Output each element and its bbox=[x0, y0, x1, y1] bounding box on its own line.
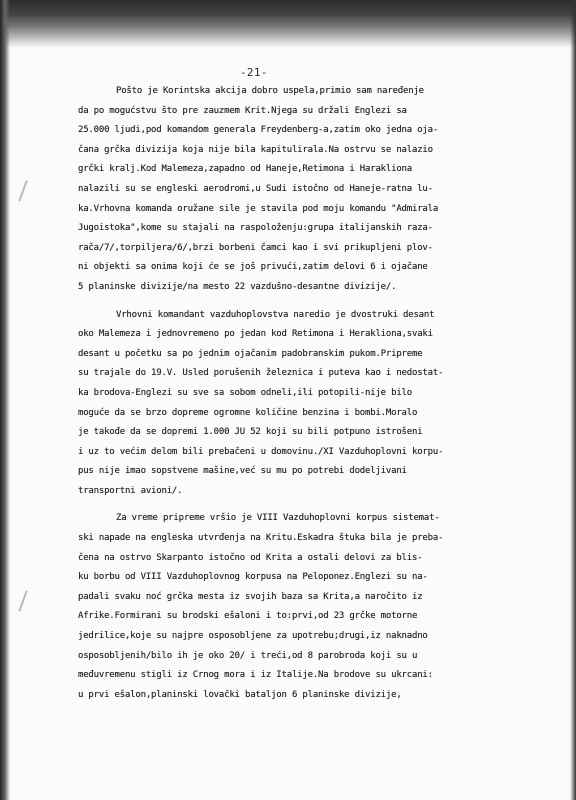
scan-shadow-right bbox=[570, 0, 576, 800]
page-number: -21- bbox=[240, 66, 268, 79]
text-line: su trajale do 19.V. Usled porušenih železnica i puteva kao i nedostat- bbox=[78, 368, 444, 379]
scan-shadow-left bbox=[0, 0, 10, 800]
text-line: moguće da se brzo dopreme ogromne količine benzina i bombi.Moralo bbox=[78, 407, 418, 418]
text-line: nalazili su se engleski aerodromi,u Sudi istočno od Haneje-ratna lu- bbox=[78, 183, 433, 194]
text-line: ski napade na engleska utvrđenja na Kritu.Eskadra štuka bila je preba- bbox=[78, 533, 444, 544]
text-line: Afrike.Formirani su brodski ešaloni i to:prvi,od 23 grčke motorne bbox=[78, 611, 418, 622]
text-line: 5 planinske divizije/na mesto 22 vazdušno-desantne divizije/. bbox=[78, 281, 397, 292]
text-line: čana grčka divizija koja nije bila kapitulirala.Na ostrvu se nalazio bbox=[78, 144, 433, 155]
text-line: jedrilice,koje su najpre osposobljene za upotrebu;drugi,iz naknadno bbox=[78, 631, 428, 642]
text-line: Za vreme pripreme vršio je VIII Vazduhoplovni korpus sistemat- bbox=[116, 513, 440, 524]
text-line: rača/7/,torpiljera/6/,brzi borbeni čamci kao i svi prikupljeni plov- bbox=[78, 242, 433, 253]
paragraph bbox=[78, 306, 558, 502]
text-line: je takođe da se dopremi 1.000 JU 52 koji su bili potpuno istrošeni bbox=[78, 427, 423, 438]
paragraph bbox=[78, 509, 558, 705]
text-line: Pošto je Korintska akcija dobro uspela,primio sam naređenje bbox=[116, 86, 424, 96]
text-line: desant u početku sa po jednim ojačanim padobranskim pukom.Pripreme bbox=[78, 348, 423, 359]
paragraph-gap bbox=[78, 298, 558, 306]
text-line: međuvremenu stigli iz Crnog mora i iz Italije.Na brodove su ukrcani: bbox=[78, 670, 433, 681]
text-line: padali svaku noć grčka mesta iz svojih baza sa Krita,a naročito iz bbox=[78, 591, 423, 602]
text-line: osposobljenih/bilo ih je oko 20/ i treći,od 8 parobroda koji su u bbox=[78, 650, 418, 661]
text-line: ku borbu od VIII Vazduhoplovnog korpusa na Peloponez.Englezi su na- bbox=[78, 572, 428, 583]
text-line: ka brodova-Englezi su sve sa sobom odneli,ili potopili-nije bilo bbox=[78, 387, 412, 398]
text-line: Vrhovni komandant vazduhoplovstva naredio je dvostruki desant bbox=[116, 309, 435, 320]
paragraph bbox=[78, 82, 558, 298]
margin-stroke-mark bbox=[18, 590, 27, 611]
paragraph-gap bbox=[78, 501, 558, 509]
text-line: grčki kralj.Kod Malemeza,zapadno od Haneje,Retimona i Harakliona bbox=[78, 164, 412, 175]
text-line: u prvi ešalon,planinski lovački bataljon 6 planinske divizije, bbox=[78, 689, 402, 700]
margin-stroke-mark bbox=[18, 180, 27, 201]
text-line: transportni avioni/. bbox=[78, 485, 183, 496]
text-line: čena na ostrvo Skarpanto istočno od Krita a ostali delovi za blis- bbox=[78, 552, 423, 563]
text-line: da po mogućstvu što pre zauzmem Krit.Njega su držali Englezi sa bbox=[78, 105, 407, 116]
text-line: i uz to većim delom bili prebačeni u domovinu./XI Vazduhoplovni korpu- bbox=[78, 446, 444, 457]
scan-shadow-top bbox=[0, 0, 576, 48]
text-line: ni objekti sa onima koji će se još privući,zatim delovi 6 i ojačane bbox=[78, 262, 428, 273]
text-line: oko Malemeza i jednovremeno po jedan kod Retimona i Herakliona,svaki bbox=[78, 329, 433, 340]
text-line: pus nije imao sopstvene mašine,već su mu po potrebi dodeljivani bbox=[78, 466, 407, 477]
text-line: ka.Vrhovna komanda oružane sile je stavila pod moju komandu "Admirala bbox=[78, 203, 439, 214]
text-line: Jugoistoka",kome su stajali na raspoloženju:grupa italijanskih raza- bbox=[78, 223, 433, 234]
text-line: 25.000 ljudi,pod komandom generala Freydenberg-a,zatim oko jedna oja- bbox=[78, 125, 439, 136]
document-body bbox=[78, 82, 558, 705]
